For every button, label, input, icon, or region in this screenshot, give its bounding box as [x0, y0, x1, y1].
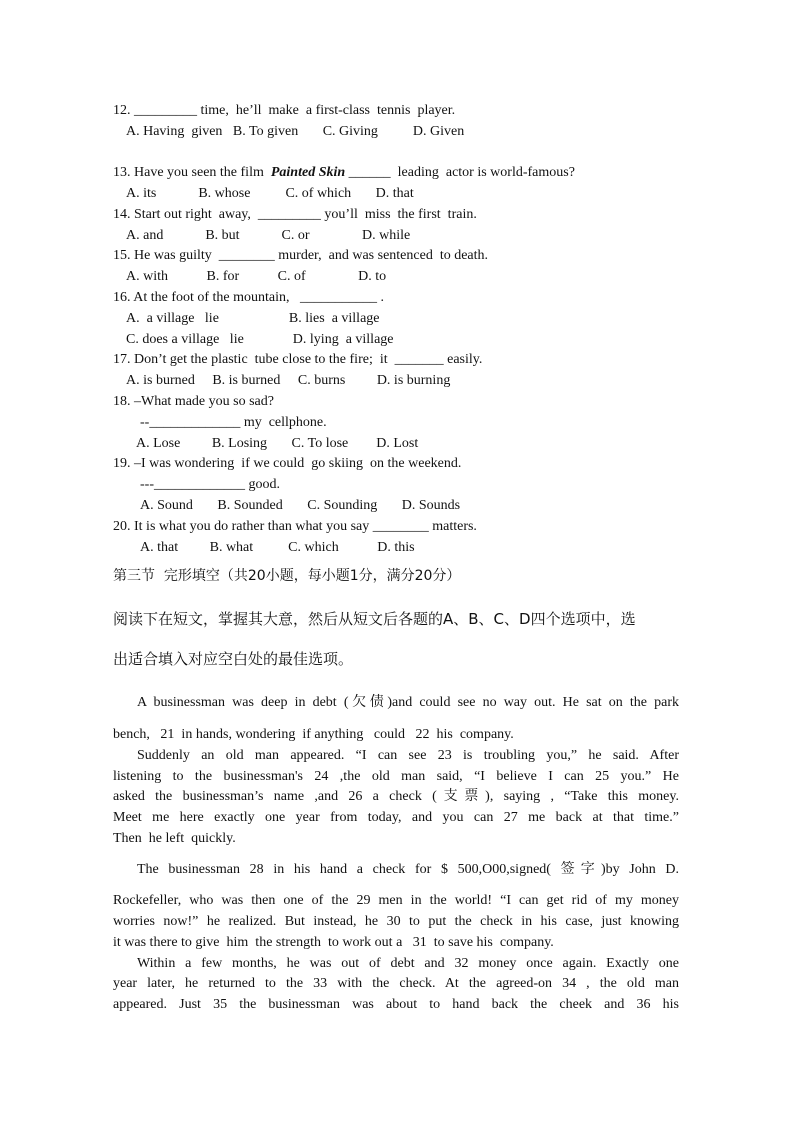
- question-12-stem: 12. _________ time, he’ll make a first-class tennis player.: [113, 103, 456, 118]
- question-20-stem: 20. It is what you do rather than what you say ________ matters.: [113, 519, 477, 534]
- passage-line: appeared. Just 35 the businessman was about to hand back the cheek and 36 his: [113, 997, 679, 1012]
- passage-line: Rockefeller, who was then one of the 29 men in the world! “I can get rid of my money: [113, 893, 679, 908]
- question-16-stem: 16. At the foot of the mountain, ___________ .: [113, 290, 385, 305]
- question-13-stem-pre: 13. Have you seen the film: [113, 165, 271, 180]
- passage-line: asked the businessman’s name ,and 26 a check (支票), saying , “Take this money.: [113, 789, 679, 804]
- question-15-options: A. with B. for C. of D. to: [126, 269, 387, 284]
- question-19-reply: ---_____________ good.: [140, 477, 280, 492]
- question-16-options-cd: C. does a village lie D. lying a village: [126, 332, 394, 347]
- question-13-stem: [113, 164, 575, 181]
- passage-line: listening to the businessman's 24 ,the old man said, “I believe I can 25 you.” He: [113, 769, 679, 784]
- passage-line: The businessman 28 in his hand a check for $ 500,O00,signed( 签字)by John D.: [137, 862, 679, 877]
- passage-line: it was there to give him the strength to work out a 31 to save his company.: [113, 935, 554, 950]
- question-13-stem-post: ______ leading actor is world-famous?: [345, 165, 575, 180]
- question-18-stem: 18. –What made you so sad?: [113, 394, 274, 409]
- film-title: Painted Skin: [270, 165, 346, 180]
- question-15-stem: 15. He was guilty ________ murder, and was sentenced to death.: [113, 248, 489, 263]
- question-13-options: A. its B. whose C. of which D. that: [126, 186, 414, 201]
- question-16-options-ab: A. a village lie B. lies a village: [126, 311, 380, 326]
- passage-line: Meet me here exactly one year from today, and you can 27 me back at that time.”: [113, 810, 679, 825]
- question-19-stem: 19. –I was wondering if we could go skiing on the weekend.: [113, 456, 462, 471]
- question-14-options: A. and B. but C. or D. while: [126, 228, 411, 243]
- section-instruction-line-1: 阅读下在短文，掌握其大意，然后从短文后各题的A、B、C、D四个选项中，选: [113, 610, 636, 628]
- question-19-options: A. Sound B. Sounded C. Sounding D. Sounds: [140, 498, 461, 513]
- passage-line: worries now!” he realized. But instead, he 30 to put the check in his case, just knowing: [113, 914, 679, 929]
- passage-line: year later, he returned to the 33 with the check. At the agreed-on 34 , the old man: [113, 976, 679, 991]
- passage-line: bench, 21 in hands, wondering if anything could 22 his company.: [113, 727, 514, 742]
- section-instruction-line-2: 出适合填入对应空白处的最佳选项。: [113, 650, 354, 668]
- question-17-stem: 17. Don’t get the plastic tube close to the fire; it _______ easily.: [113, 352, 483, 367]
- question-18-options: A. Lose B. Losing C. To lose D. Lost: [136, 436, 419, 451]
- question-17-options: A. is burned B. is burned C. burns D. is burning: [126, 373, 451, 388]
- question-14-stem: 14. Start out right away, _________ you’ll miss the first train.: [113, 207, 477, 222]
- passage-line: Then he left quickly.: [113, 831, 236, 846]
- passage-line: A businessman was deep in debt (欠债)and could see no way out. He sat on the park: [137, 695, 679, 710]
- passage-line: Suddenly an old man appeared. “I can see 23 is troubling you,” he said. After: [137, 748, 679, 763]
- passage-line: Within a few months, he was out of debt and 32 money once again. Exactly one: [137, 956, 679, 971]
- question-20-options: A. that B. what C. which D. this: [140, 540, 415, 555]
- question-12-options: A. Having given B. To given C. Giving D. Given: [126, 124, 465, 139]
- section-heading: 第三节 完形填空（共20小题，每小题1分，满分20分）: [113, 568, 461, 584]
- question-18-reply: --_____________ my cellphone.: [140, 415, 327, 430]
